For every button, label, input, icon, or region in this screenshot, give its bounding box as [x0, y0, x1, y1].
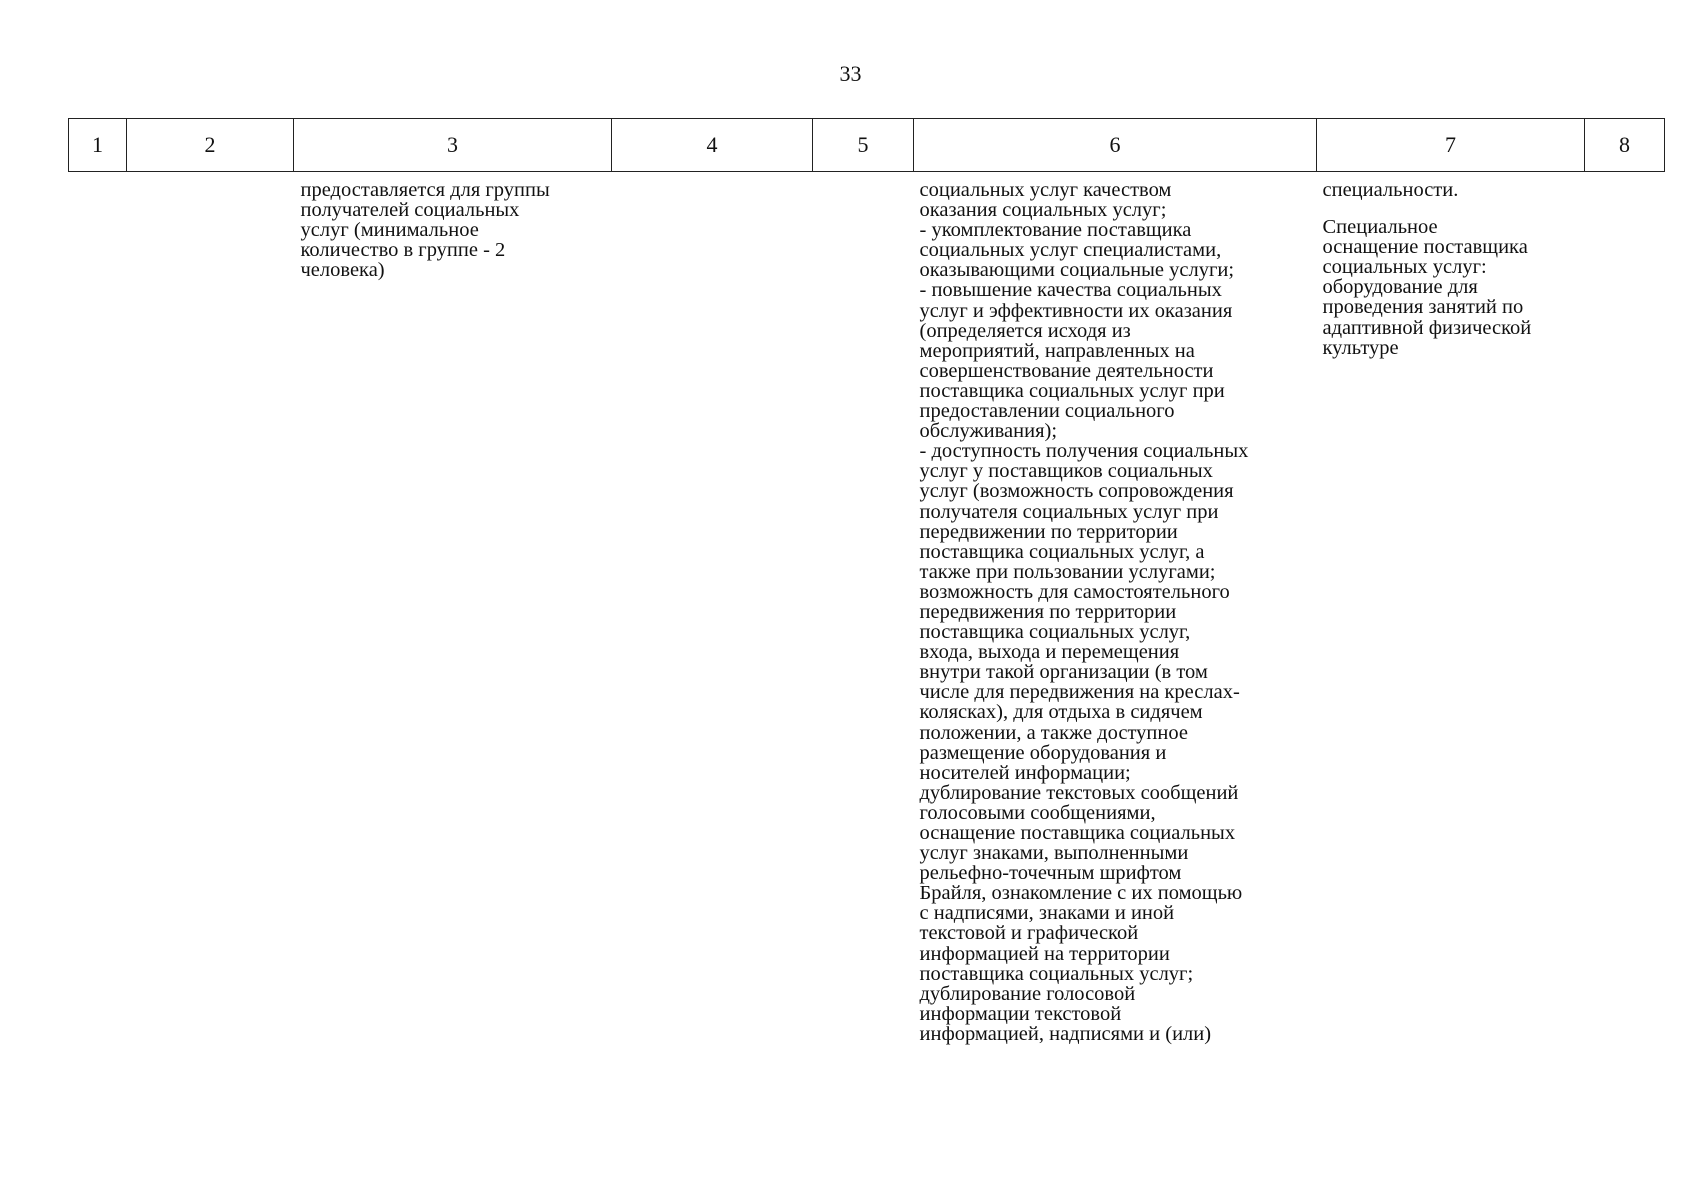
- column-header-2: 2: [127, 119, 294, 172]
- services-table: [68, 118, 1665, 1044]
- column-header-4: 4: [612, 119, 813, 172]
- cell-col-8: [1585, 172, 1665, 1045]
- cell-col-1: [69, 172, 127, 1045]
- service-description-text: предоставляется для группы получателей социальных услуг (минимальное количество в группе - 2 человека): [300, 179, 550, 282]
- quality-indicators-text: социальных услуг качеством оказания социальных услуг; - укомплектование поставщика социальных услуг специалистами, оказывающими социальные услуги; - повышение качества социальных услуг и эффективности их оказания (определяется исходя из мероприятий, направленных на совершенствование деятельности поставщика социальных услуг при предоставлении социального обслуживания); - доступность получения социальных услуг у поставщиков социальных услуг (возможность сопровождения получателя социальных услуг при передвижении по территории поставщика социальных услуг, а также при пользовании услугами; возможность для самостоятельного передвижения по территории поставщика социальных услуг, входа, выхода и перемещения внутри такой организации (в том числе для передвижения на креслах- колясках), для отдыха в сидячем положении, а также доступное размещение оборудования и носителей информации; дублирование текстовых сообщений голосовыми сообщениями, оснащение поставщика социальных услуг знаками, выполненными рельефно-точечным шрифтом Брайля, ознакомление с их помощью с надписями, знаками и иной текстовой и графической информацией на территории поставщика социальных услуг; дублирование голосовой информации текстовой информацией, надписями и (или): [919, 179, 1249, 1045]
- column-header-5: 5: [813, 119, 914, 172]
- cell-col-2: [127, 172, 294, 1045]
- page-number: 33: [839, 61, 862, 86]
- cell-col-4: [612, 172, 813, 1045]
- table-row: [69, 172, 1665, 1045]
- conditions-text-paragraph-1: специальности.: [1322, 179, 1459, 201]
- table-container: [68, 118, 1664, 1044]
- conditions-text-paragraph-2: Специальное оснащение поставщика социальных услуг: оборудование для проведения занятий по адаптивной физической культуре: [1322, 216, 1532, 359]
- column-header-7: 7: [1317, 119, 1585, 172]
- column-header-3: 3: [294, 119, 612, 172]
- header-row: [69, 119, 1665, 172]
- table-body: [69, 172, 1665, 1045]
- cell-col-6: [914, 172, 1317, 1045]
- table-header: [69, 119, 1665, 172]
- cell-col-7: [1317, 172, 1585, 1045]
- cell-col-5: [813, 172, 914, 1045]
- column-header-6: 6: [914, 119, 1317, 172]
- column-header-1: 1: [69, 119, 127, 172]
- column-header-8: 8: [1585, 119, 1665, 172]
- cell-col-3: [294, 172, 612, 1045]
